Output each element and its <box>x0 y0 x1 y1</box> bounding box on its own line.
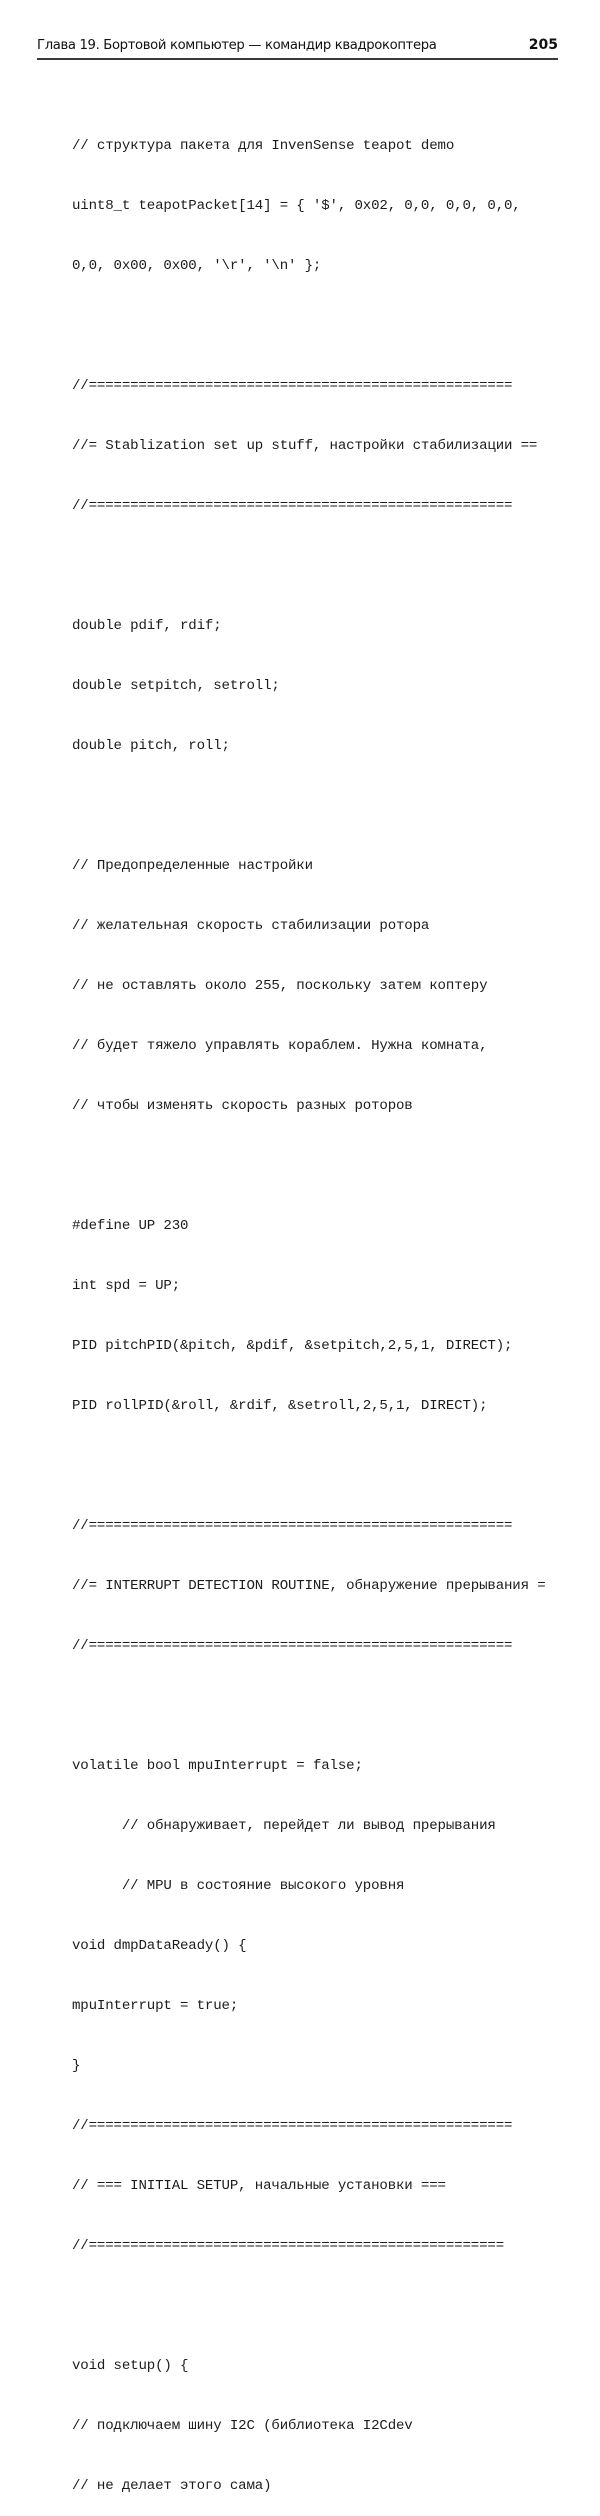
code-line-blank <box>72 1456 572 1476</box>
code-line: // обнаруживает, перейдет ли вывод прерывания <box>72 1818 496 1834</box>
page-header <box>37 36 558 60</box>
code-line-blank <box>72 1156 572 1176</box>
code-line: void setup() { <box>72 2358 189 2374</box>
code-line: //=================================================== <box>72 1518 513 1534</box>
code-line: // подключаем шину I2C (библиотека I2Cdev <box>72 2418 413 2434</box>
code-line: //=================================================== <box>72 2118 513 2134</box>
page-number: 205 <box>528 37 558 53</box>
code-line-blank <box>72 316 572 336</box>
code-line: #define UP 230 <box>72 1218 189 1234</box>
code-line: PID rollPID(&roll, &rdif, &setroll,2,5,1, DIRECT); <box>72 1398 488 1414</box>
chapter-title: Глава 19. Бортовой компьютер — командир квадрокоптера <box>37 38 437 53</box>
code-line-blank <box>72 556 572 576</box>
code-line: volatile bool mpuInterrupt = false; <box>72 1758 363 1774</box>
code-line: 0,0, 0x00, 0x00, '\r', '\n' }; <box>72 258 322 274</box>
code-line-blank <box>72 2296 572 2316</box>
code-line: //=================================================== <box>72 498 513 514</box>
code-line: // желательная скорость стабилизации ротора <box>72 918 430 934</box>
code-line: mpuInterrupt = true; <box>72 1998 239 2014</box>
code-line: } <box>72 2058 81 2074</box>
code-line: //= INTERRUPT DETECTION ROUTINE, обнаружение прерывания = <box>72 1578 546 1594</box>
code-line: // Предопределенные настройки <box>72 858 313 874</box>
code-line: // будет тяжело управлять кораблем. Нужна комната, <box>72 1038 488 1054</box>
code-line: uint8_t teapotPacket[14] = { '$', 0x02, 0,0, 0,0, 0,0, <box>72 198 521 214</box>
code-line: // структура пакета для InvenSense teapot demo <box>72 138 455 154</box>
code-line-blank <box>72 796 572 816</box>
code-line: // не оставлять около 255, поскольку затем коптеру <box>72 978 488 994</box>
code-line: double pitch, roll; <box>72 738 230 754</box>
code-line: double pdif, rdif; <box>72 618 222 634</box>
code-line: void dmpDataReady() { <box>72 1938 247 1954</box>
code-line: //=================================================== <box>72 1638 513 1654</box>
code-line: // === INITIAL SETUP, начальные установки === <box>72 2178 446 2194</box>
code-line: //================================================== <box>72 2238 504 2254</box>
code-line: // MPU в состояние высокого уровня <box>72 1878 405 1894</box>
code-line-blank <box>72 1696 572 1716</box>
code-line: double setpitch, setroll; <box>72 678 280 694</box>
code-listing <box>72 96 572 2516</box>
code-line: // чтобы изменять скорость разных роторов <box>72 1098 413 1114</box>
code-line: // не делает этого сама) <box>72 2478 272 2494</box>
code-line: //= Stablization set up stuff, настройки стабилизации == <box>72 438 538 454</box>
code-line: //=================================================== <box>72 378 513 394</box>
code-line: int spd = UP; <box>72 1278 180 1294</box>
code-line: PID pitchPID(&pitch, &pdif, &setpitch,2,5,1, DIRECT); <box>72 1338 513 1354</box>
